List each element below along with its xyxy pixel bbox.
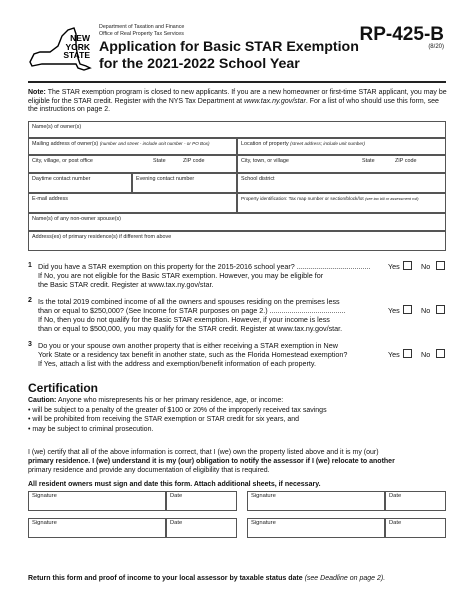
note-line-1: The STAR exemption program is closed to new applicants. If you are a new homeowner or first-time STAR <box>47 89 377 96</box>
question-3-number: 3 <box>28 341 32 348</box>
logo-word-1: NEW <box>70 33 90 43</box>
question-1-no-label: No <box>421 262 431 271</box>
header-divider <box>28 81 446 83</box>
question-1-yes-checkbox[interactable] <box>403 261 412 270</box>
question-3-no-checkbox[interactable] <box>436 349 445 358</box>
bullet-3-text: may be subject to criminal prosecution. <box>32 425 154 433</box>
primary-residence-field[interactable] <box>28 231 446 251</box>
date-field-2[interactable]: Date <box>385 491 446 511</box>
caution-line <box>28 396 448 406</box>
spouse-field[interactable] <box>28 213 446 231</box>
property-city-row[interactable] <box>237 155 446 173</box>
question-1-yes-label: Yes <box>388 262 400 271</box>
school-district-field[interactable] <box>237 173 446 193</box>
department-name <box>99 24 184 38</box>
location-hint: (street address; include unit number) <box>290 141 365 146</box>
signature-field-3[interactable]: Signature <box>28 518 166 538</box>
department-line-1: Department of Taxation and Finance <box>99 24 185 30</box>
form-number: RP-425-B <box>359 24 444 45</box>
daytime-contact-field[interactable] <box>28 173 132 193</box>
certification-statement <box>28 448 448 475</box>
property-zip-label: ZIP code <box>395 158 417 164</box>
question-1-note-1: If No, you are not eligible for the Basic STAR exemption. However, you may be eligible for <box>38 271 324 280</box>
question-2-note-1: If No, then you do not qualify for the Basic STAR exemption. However, if your income is less <box>38 315 330 324</box>
bullet-2-text: will be prohibited from receiving the STAR exemption or STAR credit for six years, and <box>32 416 300 423</box>
evening-label: Evening contact number <box>136 176 195 182</box>
question-3-yes-label: Yes <box>388 350 400 359</box>
daytime-label: Daytime contact number <box>32 176 91 182</box>
email-field[interactable] <box>28 193 237 213</box>
question-1-text: Did you have a STAR exemption on this property for the 2015-2016 school year? ..................................... <box>38 262 371 271</box>
caution-label: Caution: <box>28 397 57 404</box>
mailing-city-row[interactable] <box>28 155 237 173</box>
question-2-yes-label: Yes <box>388 306 400 315</box>
bullet-1: • will be subject to a penalty of the greater of $100 or 20% of the improperly received tax savings <box>28 406 327 414</box>
mailing-label: Mailing address of owner(s) <box>32 141 99 147</box>
form-title-line-1: Application for Basic STAR Exemption <box>99 39 359 55</box>
question-3-note: If Yes, attach a list with the address and exemption/benefit information of each property. <box>38 359 316 368</box>
mailing-address-field[interactable] <box>28 138 237 155</box>
question-3-no-label: No <box>421 350 431 359</box>
form-title <box>99 39 359 73</box>
signature-field-4[interactable]: Signature <box>247 518 385 538</box>
note-line-2-end: . For a <box>305 97 327 105</box>
school-label: School district <box>241 176 275 182</box>
signature-field-2[interactable]: Signature <box>247 491 385 511</box>
date-field-1[interactable]: Date <box>166 491 237 511</box>
logo-word-2: YORK <box>65 41 90 52</box>
all-residents-instruction: All resident owners must sign and date this form. Attach additional sheets, if necessary. <box>28 481 321 488</box>
note-line-3: list of who should use this form, see the instructions on page 2. <box>28 97 439 114</box>
question-3-text-2: York State or a residency tax benefit in another state, such as the Florida Homestead exemption? <box>38 350 348 359</box>
property-location-field[interactable] <box>237 138 446 155</box>
property-city-label: City, town, or village <box>241 158 289 164</box>
question-1-number: 1 <box>28 262 32 269</box>
email-label: E-mail address <box>32 196 68 202</box>
question-2-note-2: than or equal to $500,000, you may qualify for the STAR credit. Register at www.tax.ny.gov/star. <box>38 324 343 333</box>
question-2-no-label: No <box>421 306 431 315</box>
cert-line-1: I (we) certify that all of the above information is correct, that I (we) own the property listed above and it is my (our) <box>28 449 379 456</box>
logo-word-3: STATE <box>63 50 90 60</box>
primary-residence-label: Address(es) of primary residence(s) if different from above <box>32 234 172 240</box>
question-3-text-1: Do you or your spouse own another property that is either receiving a STAR exemption in New <box>38 341 338 350</box>
cert-line-2: primary residence. I (we) understand it is my (our) obligation to notify the assessor if I (we) relocate to another <box>28 458 395 465</box>
question-1-no-checkbox[interactable] <box>436 261 445 270</box>
date-field-3[interactable]: Date <box>166 518 237 538</box>
evening-contact-field[interactable] <box>132 173 237 193</box>
bullet-3: • may be subject to criminal prosecution. <box>28 425 154 433</box>
caution-block <box>28 396 448 434</box>
owners-label: Name(s) of owner(s) <box>32 124 82 130</box>
note-line-2: applicant, you may be eligible for the STAR credit. Register with the NYS Tax Department at <box>28 89 447 105</box>
date-field-4[interactable]: Date <box>385 518 446 538</box>
question-2-text-2: than or equal to $250,000? (See Income for STAR purposes on page 2.) ...................................... <box>38 306 346 315</box>
zip-label: ZIP code <box>183 158 205 164</box>
certification-heading: Certification <box>28 381 99 395</box>
question-2-number: 2 <box>28 297 32 304</box>
bullet-2: • will be prohibited from receiving the STAR exemption or STAR credit for six years, and <box>28 416 300 423</box>
property-id-hint: (see tax bill or assessment roll) <box>364 196 419 201</box>
question-2-text-1: Is the total 2019 combined income of all the owners and spouses residing on the premises less <box>38 297 340 306</box>
form-revision: (8/20) <box>428 44 444 50</box>
return-instruction: Return this form and proof of income to your local assessor by taxable status date (see Deadline on page 2). <box>28 575 386 582</box>
property-id-label: Property identification: Tax map number or section/block/lot <box>241 196 364 201</box>
property-id-field[interactable] <box>237 193 446 213</box>
bullet-1-text: will be subject to a penalty of the greater of $100 or 20% of the improperly received tax savings <box>32 406 327 414</box>
question-2-yes-checkbox[interactable] <box>403 305 412 314</box>
mailing-hint: (number and street - include unit number - or PO Box) <box>99 141 210 146</box>
question-3-yes-checkbox[interactable] <box>403 349 412 358</box>
spouse-label: Name(s) of any non-owner spouse(s) <box>32 216 121 222</box>
question-1-note-2: the Basic STAR credit. Register at www.tax.ny.gov/star. <box>38 280 214 289</box>
location-label: Location of property <box>241 141 289 147</box>
note-paragraph <box>28 89 448 115</box>
note-url: www.tax.ny.gov/star <box>244 97 306 105</box>
note-label: Note: <box>28 89 46 96</box>
signature-field-1[interactable]: Signature <box>28 491 166 511</box>
department-line-2: Office of Real Property Tax Services <box>99 31 184 37</box>
caution-text: Anyone who misrepresents his or her primary residence, age, or income: <box>57 397 284 404</box>
owners-field[interactable] <box>28 121 446 138</box>
city-label: City, village, or post office <box>32 158 93 164</box>
new-york-state-logo <box>28 24 92 76</box>
property-state-label: State <box>362 158 375 164</box>
question-2-no-checkbox[interactable] <box>436 305 445 314</box>
state-label: State <box>153 158 166 164</box>
form-title-line-2: for the 2021-2022 School Year <box>99 56 300 72</box>
cert-line-3: primary residence and provide any documentation of eligibility that is required. <box>28 467 270 474</box>
